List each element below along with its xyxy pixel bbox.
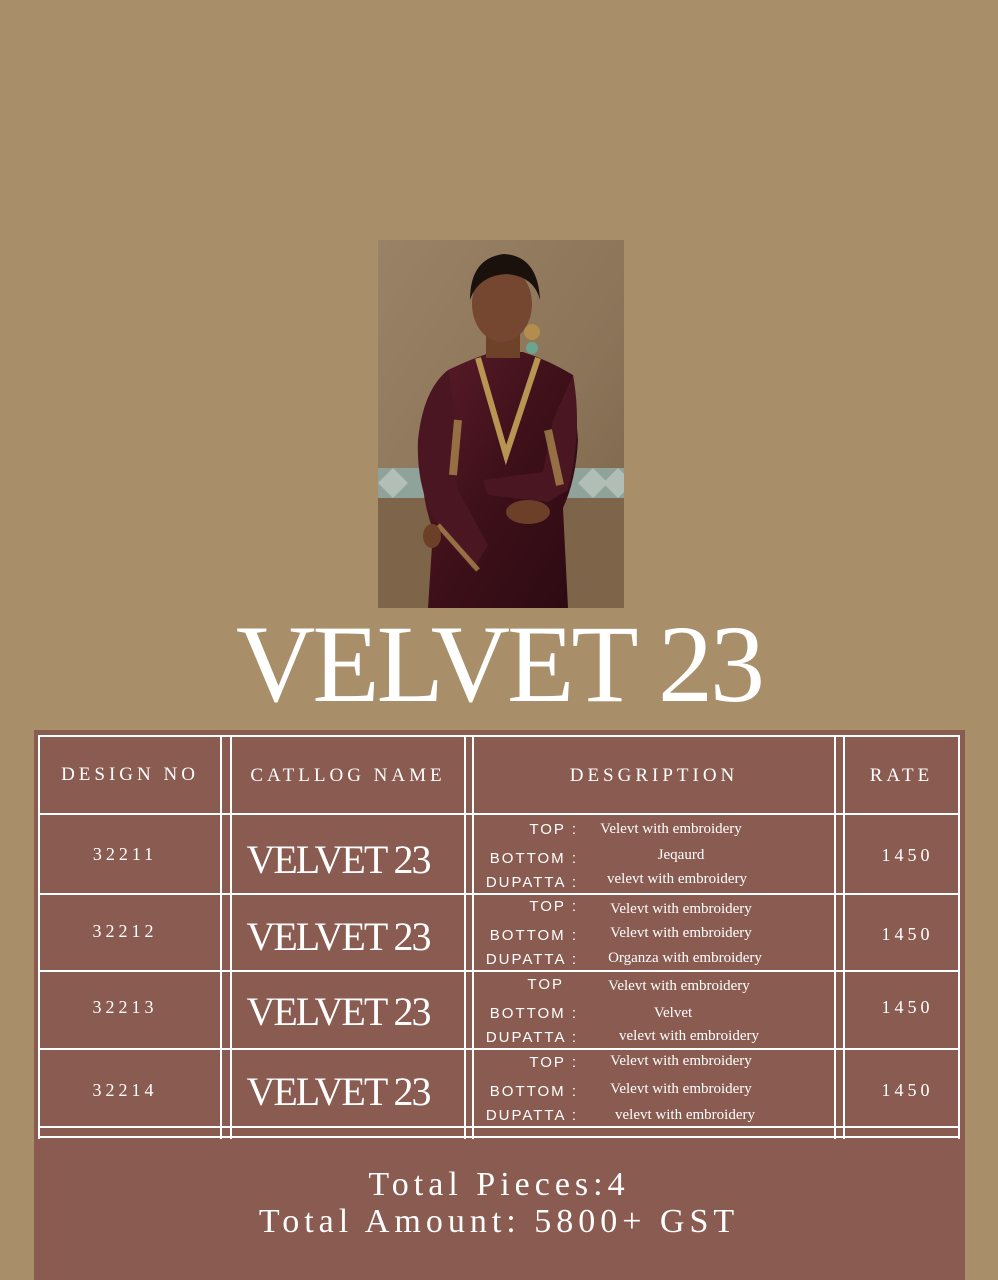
top-label: TOP :	[529, 1054, 578, 1071]
catalog-name-cell: VELVET 23	[246, 1069, 430, 1114]
dupatta-description: velevt with embroidery	[615, 1107, 755, 1123]
table-border	[38, 1126, 960, 1128]
header-catalog-name: CATLLOG NAME	[250, 765, 446, 786]
table-border	[464, 735, 466, 1139]
top-label: TOP :	[529, 821, 578, 838]
table-border	[38, 893, 960, 895]
catalog-name-cell: VELVET 23	[246, 914, 430, 959]
header-design-no: DESIGN NO	[61, 764, 199, 785]
top-description: Velevt with embroidery	[610, 1053, 752, 1069]
top-label: TOP	[527, 976, 564, 993]
table-border	[834, 735, 836, 1139]
bottom-label: BOTTOM :	[489, 1083, 578, 1100]
rate-cell: 1450	[881, 1080, 934, 1100]
model-photo	[378, 240, 624, 608]
top-description: Velevt with embroidery	[600, 821, 742, 837]
model-illustration-icon	[378, 240, 624, 608]
bottom-description: Velevt with embroidery	[610, 1081, 752, 1097]
top-label: TOP :	[529, 898, 578, 915]
total-pieces: Total Pieces:4	[368, 1166, 630, 1203]
bottom-label: BOTTOM :	[489, 850, 578, 867]
header-rate: RATE	[869, 765, 934, 786]
catalog-name-cell: VELVET 23	[246, 989, 430, 1034]
dupatta-description: velevt with embroidery	[607, 871, 747, 887]
catalog-name-cell: VELVET 23	[246, 837, 430, 882]
design-no-cell: 32211	[92, 844, 158, 864]
rate-cell: 1450	[881, 924, 934, 944]
table-border	[38, 1136, 960, 1138]
top-description: Velevt with embroidery	[608, 978, 750, 994]
bottom-label: BOTTOM :	[489, 927, 578, 944]
bottom-description: Jeqaurd	[657, 847, 705, 863]
table-border	[38, 813, 960, 815]
table-border	[38, 1048, 960, 1050]
design-no-cell: 32213	[92, 997, 158, 1017]
top-description: Velevt with embroidery	[610, 901, 752, 917]
total-amount: Total Amount: 5800+ GST	[258, 1203, 740, 1240]
table-border	[843, 735, 845, 1139]
dupatta-description: Organza with embroidery	[608, 950, 762, 966]
bottom-description: Velevt with embroidery	[610, 925, 752, 941]
design-no-cell: 32214	[92, 1080, 158, 1100]
bottom-label: BOTTOM :	[489, 1005, 578, 1022]
rate-cell: 1450	[881, 997, 934, 1017]
table-border	[38, 735, 960, 737]
dupatta-label: DUPATTA :	[485, 1029, 578, 1046]
dupatta-label: DUPATTA :	[485, 1107, 578, 1124]
design-no-cell: 32212	[92, 921, 158, 941]
bottom-description: Velvet	[653, 1005, 693, 1021]
header-description: DESGRIPTION	[569, 765, 739, 786]
rate-cell: 1450	[881, 845, 934, 865]
dupatta-label: DUPATTA :	[485, 874, 578, 891]
dupatta-description: velevt with embroidery	[619, 1028, 759, 1044]
table-border	[38, 970, 960, 972]
catalog-title: VELVET 23	[235, 603, 763, 725]
dupatta-label: DUPATTA :	[485, 951, 578, 968]
